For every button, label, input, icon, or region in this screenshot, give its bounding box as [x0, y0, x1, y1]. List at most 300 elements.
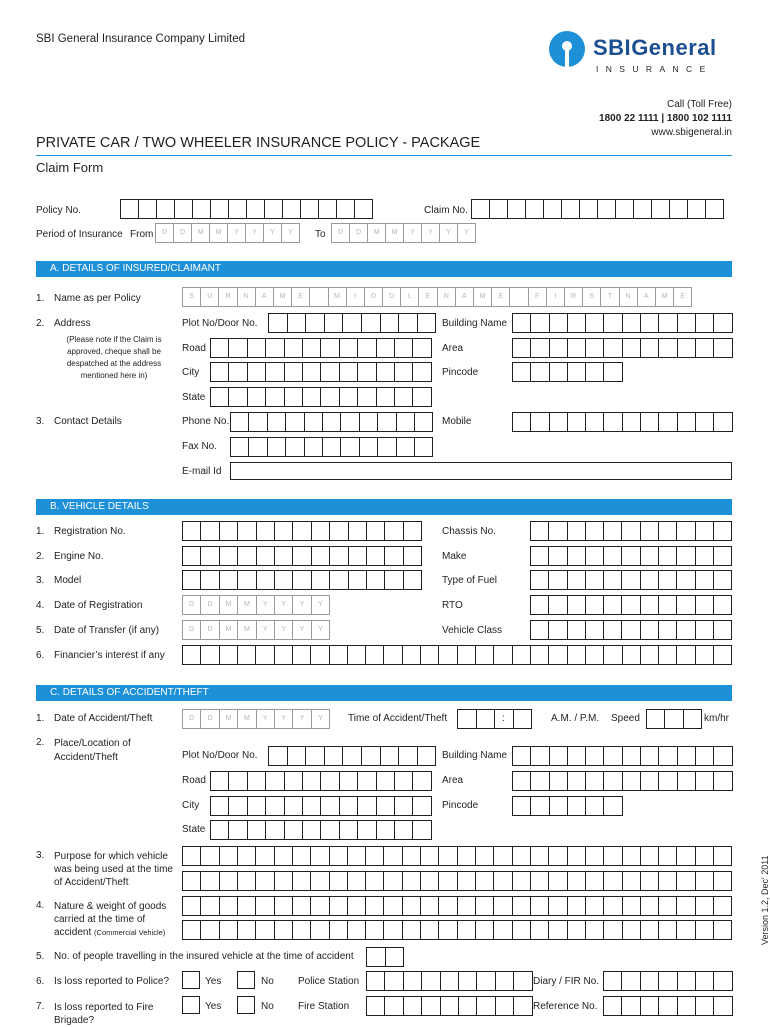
char-cell[interactable]	[513, 747, 531, 765]
char-cell[interactable]	[714, 621, 732, 639]
char-cell[interactable]	[330, 847, 348, 865]
building-field[interactable]	[512, 313, 733, 333]
char-cell[interactable]	[220, 646, 238, 664]
char-cell[interactable]	[696, 547, 714, 565]
char-cell[interactable]	[623, 339, 641, 357]
char-cell[interactable]: A	[638, 288, 656, 306]
char-cell[interactable]	[341, 413, 359, 431]
char-cell[interactable]	[348, 847, 366, 865]
char-cell[interactable]	[285, 388, 303, 406]
char-cell[interactable]: Y	[257, 710, 275, 728]
c-area-field[interactable]	[512, 771, 733, 791]
char-cell[interactable]: A	[256, 288, 274, 306]
char-cell[interactable]	[568, 747, 586, 765]
char-cell[interactable]	[580, 200, 598, 218]
char-cell[interactable]	[696, 646, 714, 664]
char-cell[interactable]	[604, 972, 622, 990]
char-cell[interactable]	[415, 413, 433, 431]
char-cell[interactable]	[604, 847, 622, 865]
char-cell[interactable]	[586, 522, 604, 540]
char-cell[interactable]	[622, 596, 640, 614]
char-cell[interactable]	[477, 972, 495, 990]
police-no-checkbox[interactable]	[237, 971, 255, 989]
char-cell[interactable]	[413, 772, 431, 790]
char-cell[interactable]	[367, 547, 385, 565]
char-cell[interactable]	[714, 847, 732, 865]
char-cell[interactable]	[531, 339, 549, 357]
char-cell[interactable]	[399, 314, 418, 332]
char-cell[interactable]	[604, 363, 622, 381]
char-cell[interactable]	[358, 339, 376, 357]
char-cell[interactable]	[439, 847, 457, 865]
char-cell[interactable]: A	[456, 288, 474, 306]
char-cell[interactable]	[311, 646, 329, 664]
char-cell[interactable]	[330, 522, 348, 540]
char-cell[interactable]: Y	[228, 224, 246, 242]
char-cell[interactable]	[568, 547, 586, 565]
diary-field[interactable]	[603, 971, 733, 991]
char-cell[interactable]: M	[474, 288, 492, 306]
char-cell[interactable]	[531, 872, 549, 890]
char-cell[interactable]	[362, 747, 381, 765]
char-cell[interactable]	[586, 596, 604, 614]
char-cell[interactable]	[568, 772, 586, 790]
char-cell[interactable]	[311, 847, 329, 865]
char-cell[interactable]	[257, 522, 275, 540]
char-cell[interactable]	[659, 847, 677, 865]
char-cell[interactable]	[604, 547, 622, 565]
char-cell[interactable]	[377, 363, 395, 381]
char-cell[interactable]	[256, 646, 274, 664]
vehicle-row-right-field[interactable]	[530, 595, 732, 615]
char-cell[interactable]	[395, 772, 413, 790]
char-cell[interactable]	[422, 997, 440, 1015]
c-pincode-field[interactable]	[512, 796, 623, 816]
char-cell[interactable]	[201, 571, 219, 589]
char-cell[interactable]	[293, 522, 311, 540]
char-cell[interactable]	[476, 897, 494, 915]
char-cell[interactable]	[211, 772, 229, 790]
char-cell[interactable]	[604, 747, 622, 765]
fire-yes-checkbox[interactable]	[182, 996, 200, 1014]
char-cell[interactable]	[367, 972, 385, 990]
char-cell[interactable]	[513, 921, 531, 939]
char-cell[interactable]	[641, 522, 659, 540]
char-cell[interactable]	[330, 921, 348, 939]
char-cell[interactable]	[421, 847, 439, 865]
char-cell[interactable]	[384, 646, 402, 664]
reference-field[interactable]	[603, 996, 733, 1016]
char-cell[interactable]	[641, 314, 659, 332]
char-cell[interactable]: Y	[458, 224, 476, 242]
char-cell[interactable]	[696, 847, 714, 865]
char-cell[interactable]	[623, 772, 641, 790]
char-cell[interactable]	[568, 314, 586, 332]
char-cell[interactable]	[549, 847, 567, 865]
char-cell[interactable]	[514, 710, 533, 728]
char-cell[interactable]: D	[332, 224, 350, 242]
accident-date-field[interactable]	[182, 709, 330, 729]
char-cell[interactable]	[586, 314, 604, 332]
char-cell[interactable]	[321, 363, 339, 381]
c-city-field[interactable]	[210, 796, 432, 816]
char-cell[interactable]: E	[292, 288, 310, 306]
char-cell[interactable]	[714, 339, 732, 357]
char-cell[interactable]	[139, 200, 157, 218]
char-cell[interactable]	[604, 522, 622, 540]
goods-field-2[interactable]	[182, 920, 732, 940]
char-cell[interactable]	[659, 872, 677, 890]
char-cell[interactable]: D	[365, 288, 383, 306]
char-cell[interactable]	[531, 797, 549, 815]
vehicle-row-field[interactable]	[182, 620, 330, 640]
char-cell[interactable]	[366, 897, 384, 915]
char-cell[interactable]: Y	[404, 224, 422, 242]
police-yes-checkbox[interactable]	[182, 971, 200, 989]
pincode-field[interactable]	[512, 362, 623, 382]
char-cell[interactable]	[312, 522, 330, 540]
char-cell[interactable]	[549, 872, 567, 890]
char-cell[interactable]: E	[419, 288, 437, 306]
char-cell[interactable]	[183, 571, 201, 589]
char-cell[interactable]	[343, 314, 362, 332]
char-cell[interactable]	[384, 872, 402, 890]
char-cell[interactable]	[301, 200, 319, 218]
char-cell[interactable]	[330, 571, 348, 589]
char-cell[interactable]	[248, 772, 266, 790]
char-cell[interactable]: M	[220, 621, 238, 639]
char-cell[interactable]	[358, 821, 376, 839]
char-cell[interactable]	[283, 200, 301, 218]
char-cell[interactable]	[622, 621, 640, 639]
char-cell[interactable]	[641, 339, 659, 357]
char-cell[interactable]	[285, 772, 303, 790]
char-cell[interactable]	[659, 413, 677, 431]
char-cell[interactable]	[340, 772, 358, 790]
char-cell[interactable]	[358, 797, 376, 815]
char-cell[interactable]	[678, 413, 696, 431]
char-cell[interactable]	[325, 747, 344, 765]
char-cell[interactable]	[586, 797, 604, 815]
char-cell[interactable]	[229, 388, 247, 406]
char-cell[interactable]	[641, 413, 659, 431]
char-cell[interactable]	[183, 897, 201, 915]
char-cell[interactable]	[286, 413, 304, 431]
char-cell[interactable]	[348, 921, 366, 939]
char-cell[interactable]	[514, 972, 532, 990]
char-cell[interactable]	[404, 522, 422, 540]
char-cell[interactable]	[659, 522, 677, 540]
char-cell[interactable]	[586, 847, 604, 865]
char-cell[interactable]	[550, 339, 568, 357]
char-cell[interactable]	[395, 797, 413, 815]
vehicle-row-field[interactable]	[182, 570, 422, 590]
char-cell[interactable]	[696, 747, 714, 765]
char-cell[interactable]	[340, 388, 358, 406]
char-cell[interactable]	[706, 200, 724, 218]
char-cell[interactable]	[586, 571, 604, 589]
char-cell[interactable]	[513, 413, 531, 431]
char-cell[interactable]	[659, 596, 677, 614]
char-cell[interactable]	[696, 314, 714, 332]
char-cell[interactable]	[183, 547, 201, 565]
char-cell[interactable]: Y	[312, 621, 330, 639]
char-cell[interactable]	[623, 646, 641, 664]
char-cell[interactable]: M	[656, 288, 674, 306]
char-cell[interactable]	[677, 571, 695, 589]
char-cell[interactable]	[696, 413, 714, 431]
char-cell[interactable]	[211, 363, 229, 381]
period-to-field[interactable]	[331, 223, 476, 243]
plot-field[interactable]	[268, 313, 436, 333]
char-cell[interactable]	[623, 921, 641, 939]
char-cell[interactable]	[458, 872, 476, 890]
char-cell[interactable]	[586, 339, 604, 357]
char-cell[interactable]	[293, 571, 311, 589]
char-cell[interactable]	[275, 921, 293, 939]
char-cell[interactable]	[330, 897, 348, 915]
mobile-field[interactable]	[512, 412, 733, 432]
char-cell[interactable]	[678, 314, 696, 332]
char-cell[interactable]	[319, 200, 337, 218]
char-cell[interactable]	[385, 547, 403, 565]
char-cell[interactable]	[303, 797, 321, 815]
char-cell[interactable]	[321, 821, 339, 839]
char-cell[interactable]	[238, 522, 256, 540]
char-cell[interactable]	[586, 747, 604, 765]
char-cell[interactable]	[293, 897, 311, 915]
char-cell[interactable]	[121, 200, 139, 218]
char-cell[interactable]	[415, 438, 433, 456]
char-cell[interactable]	[293, 872, 311, 890]
char-cell[interactable]	[249, 438, 267, 456]
char-cell[interactable]	[275, 847, 293, 865]
char-cell[interactable]	[678, 772, 696, 790]
char-cell[interactable]	[696, 972, 714, 990]
char-cell[interactable]	[303, 339, 321, 357]
char-cell[interactable]	[340, 339, 358, 357]
char-cell[interactable]	[531, 646, 549, 664]
char-cell[interactable]	[441, 997, 459, 1015]
char-cell[interactable]	[238, 646, 256, 664]
char-cell[interactable]	[677, 872, 695, 890]
char-cell[interactable]: Y	[257, 621, 275, 639]
char-cell[interactable]: M	[192, 224, 210, 242]
char-cell[interactable]	[266, 388, 284, 406]
char-cell[interactable]	[285, 339, 303, 357]
char-cell[interactable]	[288, 314, 307, 332]
char-cell[interactable]	[175, 200, 193, 218]
char-cell[interactable]	[395, 339, 413, 357]
char-cell[interactable]	[238, 847, 256, 865]
email-field[interactable]	[230, 462, 732, 480]
char-cell[interactable]	[678, 997, 696, 1015]
char-cell[interactable]	[531, 847, 549, 865]
char-cell[interactable]	[303, 363, 321, 381]
char-cell[interactable]	[404, 972, 422, 990]
char-cell[interactable]	[256, 921, 274, 939]
char-cell[interactable]	[275, 522, 293, 540]
char-cell[interactable]	[395, 363, 413, 381]
char-cell[interactable]	[413, 363, 431, 381]
char-cell[interactable]: Y	[312, 596, 330, 614]
char-cell[interactable]	[459, 997, 477, 1015]
char-cell[interactable]	[513, 872, 531, 890]
char-cell[interactable]	[476, 646, 494, 664]
char-cell[interactable]	[496, 972, 514, 990]
char-cell[interactable]	[349, 547, 367, 565]
char-cell[interactable]	[330, 872, 348, 890]
char-cell[interactable]	[275, 646, 293, 664]
char-cell[interactable]	[568, 847, 586, 865]
char-cell[interactable]	[439, 897, 457, 915]
char-cell[interactable]	[586, 621, 604, 639]
char-cell[interactable]	[439, 646, 457, 664]
people-count-field[interactable]	[366, 947, 404, 967]
char-cell[interactable]	[568, 339, 586, 357]
char-cell[interactable]	[714, 547, 732, 565]
char-cell[interactable]	[496, 997, 514, 1015]
char-cell[interactable]	[670, 200, 688, 218]
char-cell[interactable]	[659, 339, 677, 357]
char-cell[interactable]	[269, 747, 288, 765]
char-cell[interactable]: R	[565, 288, 583, 306]
char-cell[interactable]	[366, 921, 384, 939]
char-cell[interactable]	[531, 921, 549, 939]
char-cell[interactable]	[358, 363, 376, 381]
char-cell[interactable]	[399, 747, 418, 765]
char-cell[interactable]	[549, 547, 567, 565]
char-cell[interactable]	[531, 772, 549, 790]
char-cell[interactable]	[229, 200, 247, 218]
char-cell[interactable]	[604, 921, 622, 939]
char-cell[interactable]	[622, 547, 640, 565]
char-cell[interactable]	[568, 897, 586, 915]
char-cell[interactable]: D	[201, 596, 219, 614]
char-cell[interactable]	[696, 997, 714, 1015]
char-cell[interactable]	[531, 621, 549, 639]
char-cell[interactable]	[183, 872, 201, 890]
char-cell[interactable]	[623, 847, 641, 865]
char-cell[interactable]	[358, 388, 376, 406]
char-cell[interactable]	[404, 997, 422, 1015]
char-cell[interactable]	[256, 872, 274, 890]
char-cell[interactable]	[367, 571, 385, 589]
c-building-field[interactable]	[512, 746, 733, 766]
char-cell[interactable]: D	[201, 621, 219, 639]
char-cell[interactable]	[293, 646, 311, 664]
char-cell[interactable]	[418, 747, 437, 765]
char-cell[interactable]	[586, 897, 604, 915]
vehicle-row-field[interactable]	[182, 645, 732, 665]
char-cell[interactable]	[641, 646, 659, 664]
char-cell[interactable]	[714, 571, 732, 589]
char-cell[interactable]	[677, 646, 695, 664]
char-cell[interactable]	[306, 314, 325, 332]
char-cell[interactable]	[321, 772, 339, 790]
char-cell[interactable]	[193, 200, 211, 218]
vehicle-row-right-field[interactable]	[530, 521, 732, 541]
char-cell[interactable]	[641, 872, 659, 890]
char-cell[interactable]	[340, 797, 358, 815]
char-cell[interactable]	[275, 547, 293, 565]
char-cell[interactable]	[384, 921, 402, 939]
char-cell[interactable]	[513, 339, 531, 357]
char-cell[interactable]	[623, 747, 641, 765]
char-cell[interactable]	[510, 288, 528, 306]
char-cell[interactable]: Y	[257, 596, 275, 614]
char-cell[interactable]	[494, 847, 512, 865]
char-cell[interactable]	[641, 921, 659, 939]
char-cell[interactable]	[293, 921, 311, 939]
char-cell[interactable]	[248, 363, 266, 381]
char-cell[interactable]	[714, 921, 732, 939]
char-cell[interactable]	[311, 897, 329, 915]
char-cell[interactable]	[201, 847, 219, 865]
char-cell[interactable]	[303, 388, 321, 406]
char-cell[interactable]	[238, 872, 256, 890]
char-cell[interactable]: Y	[293, 710, 311, 728]
char-cell[interactable]	[321, 339, 339, 357]
char-cell[interactable]	[378, 438, 396, 456]
char-cell[interactable]	[256, 847, 274, 865]
char-cell[interactable]	[604, 314, 622, 332]
char-cell[interactable]	[641, 747, 659, 765]
char-cell[interactable]	[531, 747, 549, 765]
char-cell[interactable]	[622, 997, 640, 1015]
char-cell[interactable]: M	[329, 288, 347, 306]
char-cell[interactable]	[220, 547, 238, 565]
char-cell[interactable]	[677, 921, 695, 939]
char-cell[interactable]	[238, 897, 256, 915]
char-cell[interactable]	[677, 621, 695, 639]
char-cell[interactable]	[211, 339, 229, 357]
char-cell[interactable]	[714, 747, 732, 765]
policy-no-field[interactable]	[120, 199, 373, 219]
char-cell[interactable]	[568, 522, 586, 540]
char-cell[interactable]	[360, 438, 378, 456]
char-cell[interactable]	[568, 596, 586, 614]
fire-station-field[interactable]	[366, 996, 533, 1016]
char-cell[interactable]: S	[183, 288, 201, 306]
char-cell[interactable]	[586, 547, 604, 565]
purpose-field-2[interactable]	[182, 871, 732, 891]
char-cell[interactable]: M	[238, 621, 256, 639]
char-cell[interactable]	[231, 438, 249, 456]
char-cell[interactable]	[476, 847, 494, 865]
char-cell[interactable]	[403, 921, 421, 939]
char-cell[interactable]	[616, 200, 634, 218]
char-cell[interactable]	[343, 747, 362, 765]
char-cell[interactable]	[385, 522, 403, 540]
char-cell[interactable]	[458, 897, 476, 915]
char-cell[interactable]	[550, 797, 568, 815]
char-cell[interactable]	[381, 747, 400, 765]
char-cell[interactable]	[385, 571, 403, 589]
char-cell[interactable]	[677, 897, 695, 915]
char-cell[interactable]	[531, 522, 549, 540]
char-cell[interactable]	[229, 772, 247, 790]
char-cell[interactable]: Y	[422, 224, 440, 242]
char-cell[interactable]	[549, 596, 567, 614]
char-cell[interactable]	[303, 821, 321, 839]
char-cell[interactable]: Y	[275, 710, 293, 728]
char-cell[interactable]	[285, 797, 303, 815]
char-cell[interactable]	[377, 388, 395, 406]
char-cell[interactable]	[622, 972, 640, 990]
char-cell[interactable]	[714, 522, 732, 540]
char-cell[interactable]	[211, 388, 229, 406]
